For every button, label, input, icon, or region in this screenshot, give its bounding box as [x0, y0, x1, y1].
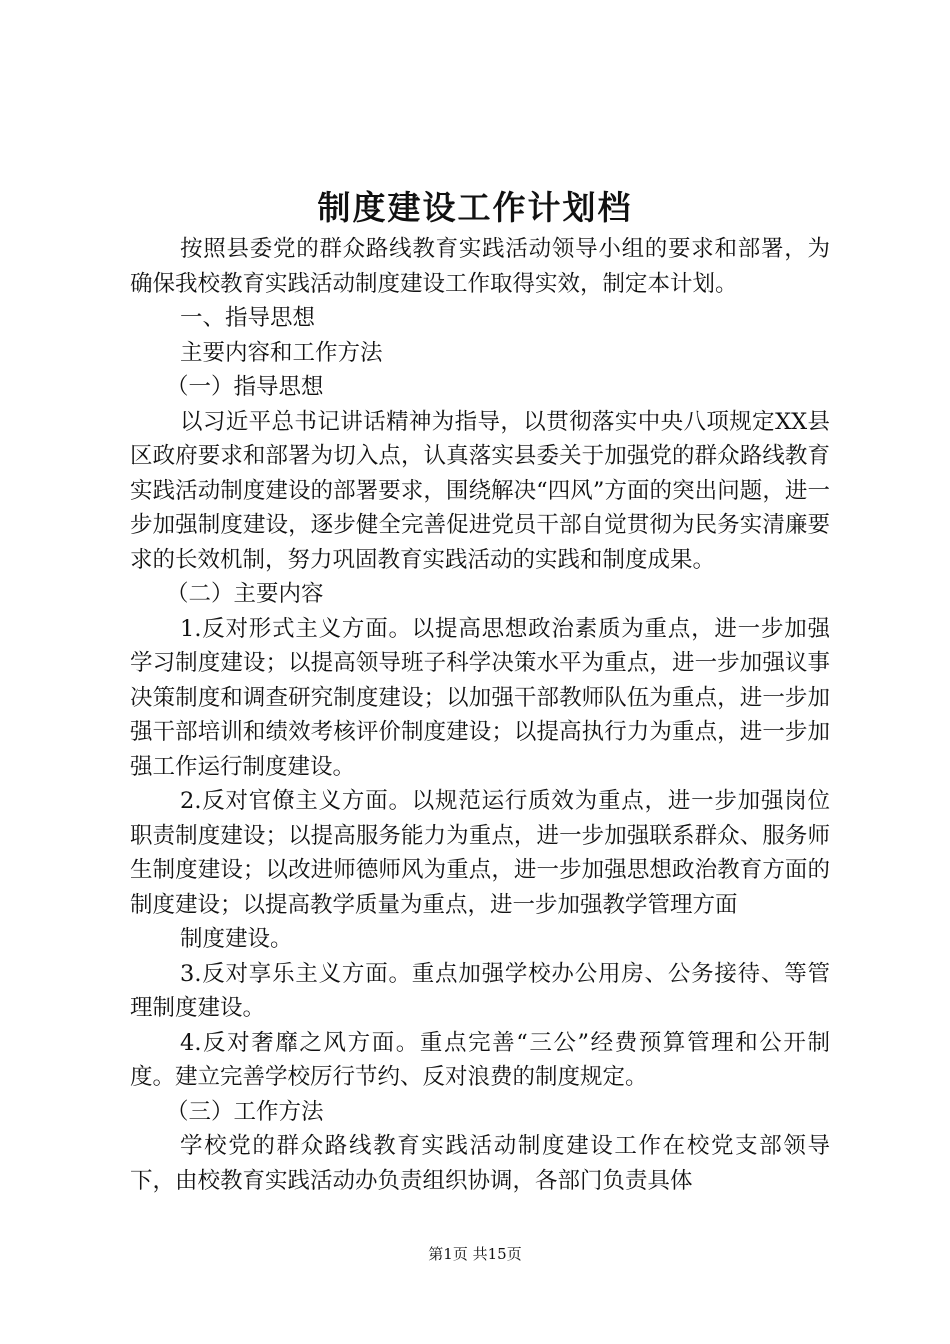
document-title: 制度建设工作计划档 — [317, 188, 633, 227]
section-heading-content-methods: 主要内容和工作方法 — [180, 339, 383, 366]
work-method-paragraph: 学校党的群众路线教育实践活动制度建设工作在校党支部领导下，由校教育实践活动办负责组织协调，各部门负责具体 — [130, 1133, 830, 1194]
item-paragraph-bureaucracy: 2.反对官僚主义方面。以规范运行质效为重点，进一步加强岗位职责制度建设；以提高服务能力为重点，进一步加强联系群众、服务师生制度建设；以改进师德师风为重点，进一步加强思想政治教育方面的制度建设；以提高教学质量为重点，进一步加强教学管理方面 — [130, 788, 830, 918]
continuation-paragraph: 制度建设。 — [180, 926, 293, 952]
subsection-heading-1: （一）指导思想 — [166, 374, 324, 400]
section-heading-guiding-thought: 一、指导思想 — [180, 305, 316, 331]
item-paragraph-extravagance: 4.反对奢靡之风方面。重点完善“三公”经费预算管理和公开制度。建立完善学校厉行节约、反对浪费的制度规定。 — [130, 1029, 830, 1090]
page-number-footer: 第1页 共15页 — [428, 1245, 522, 1263]
intro-paragraph: 按照县委党的群众路线教育实践活动领导小组的要求和部署，为确保我校教育实践活动制度建设工作取得实效，制定本计划。 — [130, 236, 830, 297]
subsection-heading-2: （二）主要内容 — [166, 581, 324, 607]
item-paragraph-hedonism: 3.反对享乐主义方面。重点加强学校办公用房、公务接待、等管理制度建设。 — [130, 960, 830, 1021]
guiding-thought-paragraph: 以习近平总书记讲话精神为指导，以贯彻落实中央八项规定XX县区政府要求和部署为切入点，认真落实县委关于加强党的群众路线教育实践活动制度建设的部署要求，围绕解决“四风”方面的突出问题，进一步加强制度建设，逐步健全完善促进党员干部自觉贯彻为民务实清廉要求的长效机制，努力巩固教育实践活动的实践和制度成果。 — [130, 408, 830, 573]
subsection-heading-3: （三）工作方法 — [166, 1098, 324, 1125]
document-body — [130, 232, 830, 1198]
item-paragraph-formalism: 1.反对形式主义方面。以提高思想政治素质为重点，进一步加强学习制度建设；以提高领导班子科学决策水平为重点，进一步加强议事决策制度和调查研究制度建设；以加强干部教师队伍为重点，进一步加强干部培训和绩效考核评价制度建设；以提高执行力为重点，进一步加强工作运行制度建设。 — [130, 615, 830, 780]
